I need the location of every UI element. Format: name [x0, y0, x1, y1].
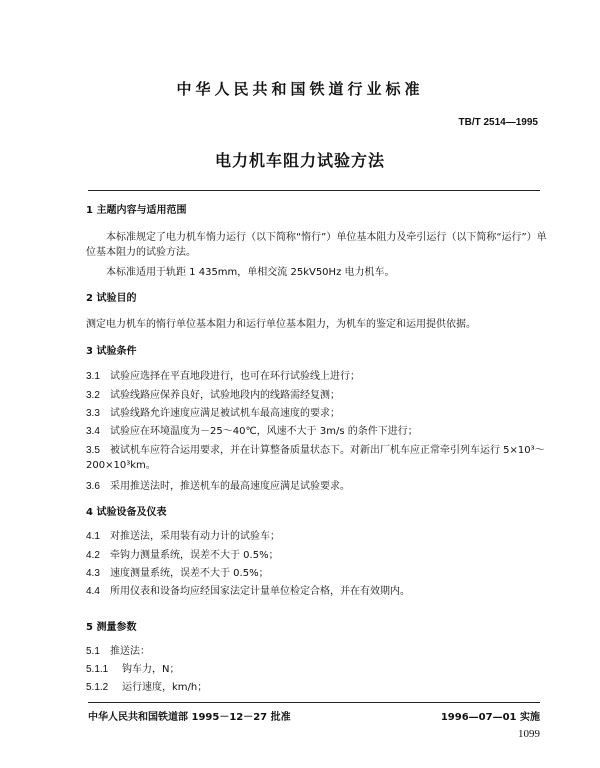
page-number: 1099	[518, 728, 540, 740]
item-number: 4.4	[86, 586, 100, 597]
item-number: 3.2	[86, 390, 100, 401]
item-text: 对推送法，采用装有动力计的试验车；	[110, 531, 280, 542]
item-number: 4.3	[86, 568, 100, 579]
list-item	[86, 424, 556, 439]
item-text: 牵钩力测量系统，误差不大于 0.5%；	[110, 550, 279, 561]
list-item	[86, 680, 556, 695]
section-3-heading: 3 试验条件	[86, 346, 137, 357]
standard-number: TB/T 2514—1995	[458, 117, 538, 128]
item-text: 采用推送法时，推送机车的最高速度应满足试验要求。	[110, 481, 350, 492]
item-number: 3.3	[86, 408, 100, 419]
list-item	[86, 388, 556, 403]
header-divider	[88, 190, 540, 191]
item-text: 试验线路允许速度应满足被试机车最高速度的要求；	[110, 408, 340, 419]
list-item	[86, 584, 556, 599]
list-item	[86, 406, 556, 421]
issuing-authority: 中华人民共和国铁道行业标准	[176, 80, 424, 98]
item-text: 速度测量系统，误差不大于 0.5%；	[110, 568, 269, 579]
approval-line: 中华人民共和国铁道部 1995－12－27 批准	[88, 712, 291, 723]
document-title: 电力机车阻力试验方法	[214, 151, 385, 170]
section-5-heading: 5 测量参数	[86, 622, 137, 633]
item-number: 3.1	[86, 371, 100, 382]
footer-divider	[88, 702, 540, 703]
item-text: 钩车力，N；	[122, 664, 180, 675]
item-text: 运行速度，km/h；	[122, 682, 208, 693]
item-text: 被试机车应符合运用要求，并在计算整备质量状态下。对新出厂机车应正常牵引列车运行 5×10³～200×10³km。	[86, 445, 545, 471]
list-item	[86, 369, 556, 384]
section-1-paragraph-2: 本标准适用于轨距 1 435mm，单相交流 25kV50Hz 电力机车。	[106, 267, 395, 278]
list-item	[86, 529, 556, 544]
list-item	[86, 443, 556, 473]
list-item	[86, 662, 556, 677]
item-number: 3.4	[86, 426, 100, 437]
item-number: 5.1.1	[86, 664, 109, 675]
section-2-heading: 2 试验目的	[86, 293, 137, 304]
list-item	[86, 566, 556, 581]
item-text: 试验线路应保养良好，试验地段内的线路需经复测；	[110, 390, 340, 401]
section-4-heading: 4 试验设备及仪表	[86, 507, 167, 518]
section-2-paragraph-1: 测定电力机车的惰行单位基本阻力和运行单位基本阻力，为机车的鉴定和运用提供依据。	[86, 319, 476, 330]
item-number: 3.6	[86, 481, 100, 492]
list-item	[86, 644, 556, 659]
item-number: 3.5	[86, 445, 100, 456]
item-text: 试验应在环境温度为－25～40℃，风速不大于 3m/s 的条件下进行；	[110, 426, 418, 437]
item-number: 4.2	[86, 550, 100, 561]
item-text: 试验应选择在平直地段进行，也可在环行试验线上进行；	[110, 371, 360, 382]
item-number: 5.1.2	[86, 682, 109, 693]
effective-date: 1996—07—01 实施	[440, 712, 540, 723]
item-number: 4.1	[86, 531, 100, 542]
list-item	[86, 479, 556, 494]
item-text: 所用仪表和设备均应经国家法定计量单位检定合格，并在有效期内。	[110, 586, 410, 597]
item-text: 推送法：	[110, 646, 150, 657]
list-item	[86, 548, 556, 563]
item-number: 5.1	[86, 646, 100, 657]
section-1-heading: 1 主题内容与适用范围	[86, 205, 187, 216]
section-1-paragraph-1: 本标准规定了电力机车惰力运行（以下简称“惰行”）单位基本阻力及牵引运行（以下简称“运行”）单位基本阻力的试验方法。	[86, 232, 547, 258]
